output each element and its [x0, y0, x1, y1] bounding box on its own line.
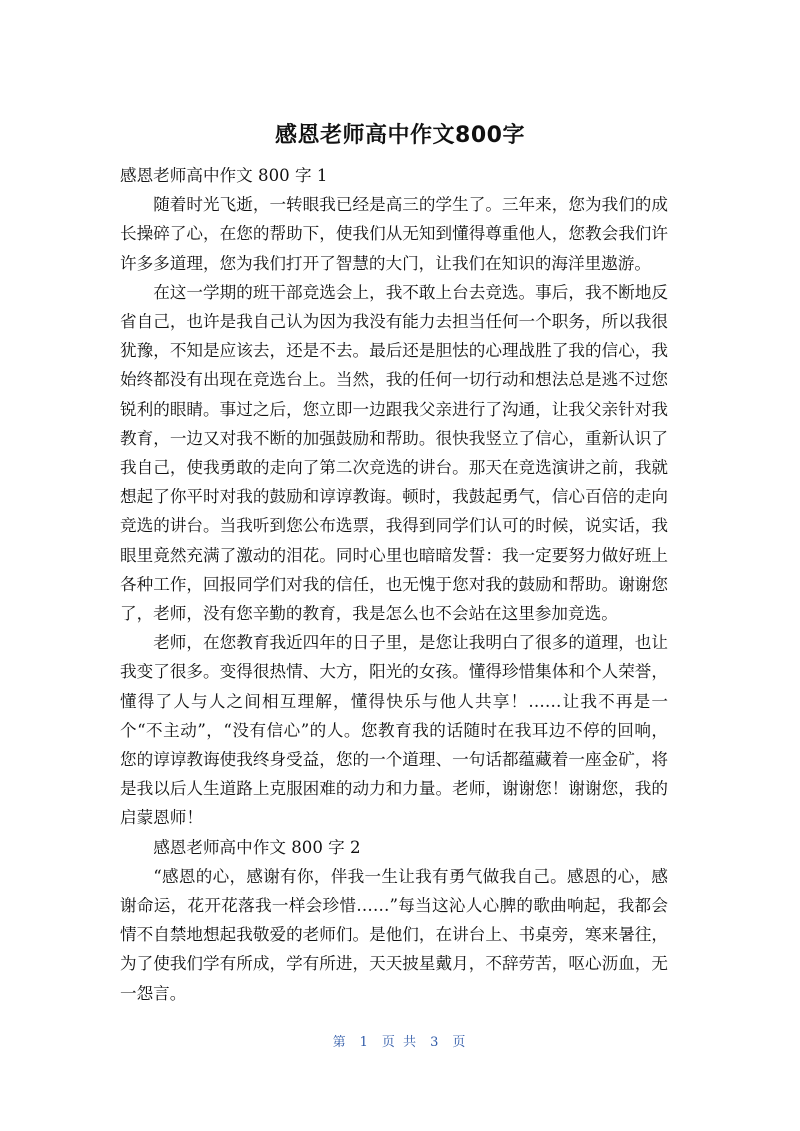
paragraph: “感恩的心，感谢有你，伴我一生让我有勇气做我自己。感恩的心，感谢命运，花开花落我一样会珍惜……”每当这沁人心脾的歌曲响起，我都会情不自禁地想起我敬爱的老师们。是他们，在讲台上、书桌旁，寒来暑往，为了使我们学有所成，学有所进，天天披星戴月，不辞劳苦，呕心沥血，无一怨言。	[120, 866, 668, 1003]
footer-mid: 页 共	[381, 1035, 419, 1050]
page-title: 感恩老师高中作文800字	[275, 123, 525, 148]
footer-suffix: 页	[452, 1035, 468, 1050]
page-footer	[0, 1031, 800, 1050]
section-subtitle: 感恩老师高中作文 800 字 1	[120, 166, 328, 185]
footer-prefix: 第	[332, 1035, 348, 1050]
current-page-number: 1	[359, 1035, 370, 1050]
document-body	[120, 161, 668, 1008]
section-subtitle: 感恩老师高中作文 800 字 2	[153, 837, 361, 857]
paragraph: 随着时光飞逝，一转眼我已经是高三的学生了。三年来，您为我们的成长操碎了心，在您的帮助下，使我们从无知到懂得尊重他人，您教会我们许许多多道理，您为我们打开了智慧的大门，让我们在知识的海洋里遨游。	[120, 195, 668, 273]
paragraph: 在这一学期的班干部竞选会上，我不敢上台去竞选。事后，我不断地反省自己，也许是我自己认为因为我没有能力去担当任何一个职务，所以我很犹豫，不知是应该去，还是不去。最后还是胆怯的心理战胜了我的信心，我始终都没有出现在竞选台上。当然，我的任何一切行动和想法总是逃不过您锐利的眼睛。事过之后，您立即一边跟我父亲进行了沟通，让我父亲针对我教育，一边又对我不断的加强鼓励和帮助。很快我竖立了信心，重新认识了我自己，使我勇敢的走向了第二次竞选的讲台。那天在竞选演讲之前，我就想起了你平时对我的鼓励和谆谆教诲。顿时，我鼓起勇气，信心百倍的走向竞选的讲台。当我听到您公布选票，我得到同学们认可的时候，说实话，我眼里竟然充满了激动的泪花。同时心里也暗暗发誓：我一定要努力做好班上各种工作，回报同学们对我的信任，也无愧于您对我的鼓励和帮助。谢谢您了，老师，没有您辛勤的教育，我是怎么也不会站在这里参加竞选。	[120, 282, 668, 624]
total-pages-number: 3	[430, 1035, 441, 1050]
paragraph: 老师，在您教育我近四年的日子里，是您让我明白了很多的道理，也让我变了很多。变得很热情、大方，阳光的女孩。懂得珍惜集体和个人荣誉，懂得了人与人之间相互理解，懂得快乐与他人共享！……让我不再是一个“不主动”，“没有信心”的人。您教育我的话随时在我耳边不停的回响，您的谆谆教诲使我终身受益，您的一个道理、一句话都蕴藏着一座金矿，将是我以后人生道路上克服困难的动力和力量。老师，谢谢您！谢谢您，我的启蒙恩师！	[120, 633, 668, 828]
